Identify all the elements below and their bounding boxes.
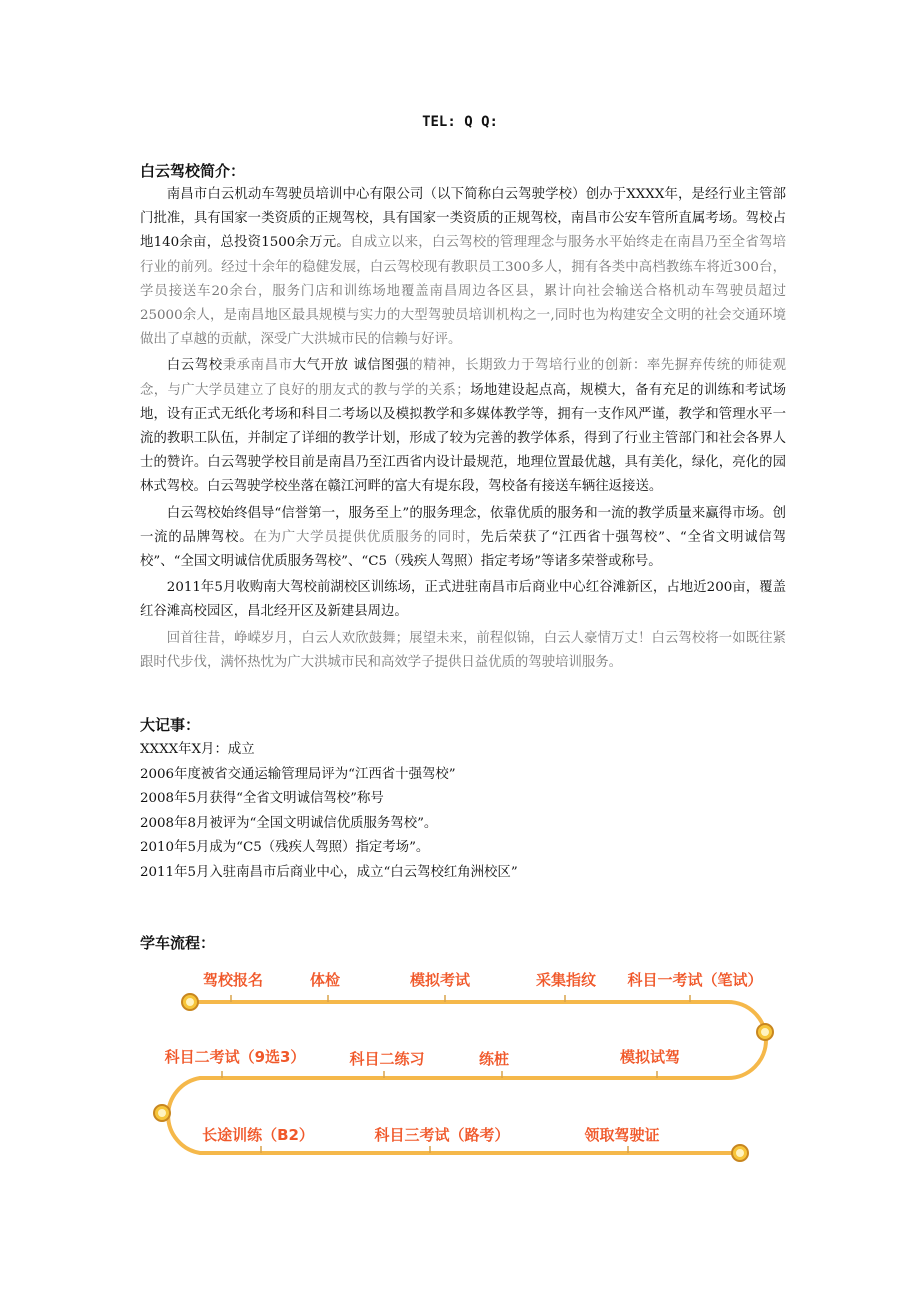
text-segment: 回首往昔，峥嵘岁月，白云人欢欣鼓舞；展望未来，前程似锦，白云人豪情万丈！白云驾校将一如既往紧跟时代步伐，满怀热忱为广大洪城市民和高效学子提供日益优质的驾驶培训服务。 [140,630,786,670]
process-step-label: 领取驾驶证 [584,1126,660,1144]
intro-heading: 白云驾校简介： [140,162,246,180]
event-item: 2008年5月获得“全省文明诚信驾校”称号 [140,791,384,807]
text-segment: 的精神，长期致力于驾培行业的创新：率先摒弃传统的师徒观念，与广大学员建立了良好的朋友式的教与学的关系； [140,358,787,398]
event-item: 2008年8月被评为“全国文明诚信优质服务驾校”。 [140,815,438,831]
arrow-node-icon [182,994,198,1010]
text-segment: 场地建设起点高，规模大，备有充足的训练和考试场地，设有正式无纸化考场和科目二考场以及模拟教学和多媒体教学等，拥有一支作风严谨，教学和管理水平一流的教职工队伍，并制定了详细的教学计划，形成了较为完善的教学体系，得到了行业主管部门和社会各界人士的赞许。白云驾驶学校目前是南昌乃至江西省内设计最规范，地理位置最优越，具有美化，绿化，亮化的园林式驾校。白云驾驶学校坐落在赣江河畔的富大有堤东段，驾校备有接送车辆往返接送。 [140,382,787,495]
arrow-node-icon [732,1145,748,1161]
process-step-label: 模拟考试 [409,971,471,989]
process-step-label: 科目三考试（路考） [374,1126,510,1144]
process-step-label: 模拟试驾 [619,1048,681,1066]
text-segment: 在为广大学员提供优质服务的同时， [253,529,481,545]
text-segment: 2011年5月收购南大驾校前湖校区训练场，正式进驻南昌市后商业中心红谷滩新区，占地近200亩，覆盖红谷滩高校园区，昌北经开区及新建县周边。 [140,580,786,620]
process-step-label: 科目一考试（笔试） [627,971,763,989]
events-heading: 大记事： [140,716,201,734]
text-segment: 大气开放 诚信图强 [292,358,410,374]
process-step-label: 科目二练习 [349,1050,425,1068]
text-segment: 白云驾校 [166,358,223,374]
process-step-label: 采集指纹 [535,971,597,989]
text-segment: 南昌市白云机动车驾驶员培训中心有限公司（以下简称白云驾驶学校）创办于XXXX年，是经行业主管部门批准，具有国家一类资质的正规驾校，具有国家一类资质的正规驾校，南昌市公安车管所直属考场。驾校占地140余亩，总投资1500余万元。 [140,187,786,251]
process-heading: 学车流程： [140,934,216,952]
process-step-label: 长途训练（B2） [202,1126,314,1144]
event-item: 2010年5月成为“C5（残疾人驾照）指定考场”。 [140,840,430,856]
contact-line: TEL: Q Q: [422,114,498,130]
text-segment: 自成立以来，白云驾校的管理理念与服务水平始终走在南昌乃至全省驾培行业的前列。经过十余年的稳健发展，白云驾校现有教职员工300多人，拥有各类中高档教练车将近300台，学员接送车20余台，服务门店和训练场地覆盖南昌周边各区县，累计向社会输送合格机动车驾驶员超过25000余人，是南昌地区最具规模与实力的大型驾驶员培训机构之一,同时也为构建安全文明的社会交通环境做出了卓越的贡献，深受广大洪城市民的信赖与好评。 [140,235,787,348]
arrow-node-icon [154,1105,170,1121]
process-step-label: 体检 [309,971,341,989]
event-item: XXXX年X月：成立 [140,742,255,757]
process-step-label: 练桩 [478,1050,510,1068]
arrow-node-icon [757,1024,773,1040]
process-step-label: 驾校报名 [202,971,264,989]
event-item: 2011年5月入驻南昌市后商业中心，成立“白云驾校红角洲校区” [140,864,518,880]
event-item: 2006年度被省交通运输管理局评为“江西省十强驾校” [140,766,456,782]
process-step-label: 科目二考试（9选3） [164,1048,306,1066]
text-segment: 秉承南昌市 [222,358,293,374]
text-segment: 先后荣获了“江西省十强驾校”、“全省文明诚信驾校”、“全国文明诚信优质服务驾校”、“C5（残疾人驾照）指定考场”等诸多荣誉或称号。 [140,529,787,570]
text-segment: 白云驾校始终倡导“信誉第一，服务至上”的服务理念，依靠优质的服务和一流的教学质量来赢得市场。创一流的品牌驾校。 [140,505,786,545]
